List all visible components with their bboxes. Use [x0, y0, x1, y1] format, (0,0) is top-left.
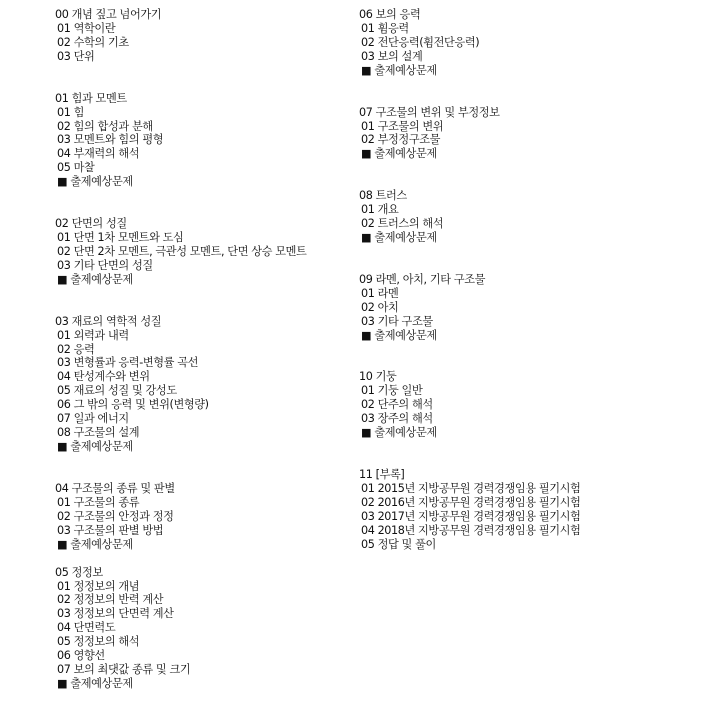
- toc-item: ■ 출제예상문제: [361, 63, 437, 77]
- toc-item: ■ 출제예상문제: [57, 677, 133, 691]
- chapter-title: 00 개념 짚고 넘어가기: [55, 8, 162, 21]
- chapter-title: 08 트러스: [359, 189, 407, 203]
- toc-item: 03 장주의 해석: [361, 412, 433, 426]
- toc-item: ■ 출제예상문제: [57, 440, 133, 454]
- toc-item: 01 외력과 내력: [57, 328, 129, 342]
- toc-item: 01 휨응력: [361, 21, 409, 35]
- toc-item: 03 기타 단면의 성질: [57, 258, 153, 272]
- spacer: [359, 245, 704, 273]
- toc-item: 04 단면력도: [57, 621, 116, 635]
- chapter-title: 07 구조물의 변위 및 부정정보: [359, 105, 500, 119]
- toc-item: 03 변형률과 응력-변형률 곡선: [57, 356, 199, 370]
- toc-item: ■ 출제예상문제: [361, 328, 437, 342]
- chapter-title: 02 단면의 성질: [55, 217, 127, 231]
- toc-item: 01 구조물의 종류: [57, 495, 140, 509]
- toc-left-column: [55, 8, 350, 691]
- toc-item: 07 일과 에너지: [57, 412, 129, 426]
- toc-item: 08 구조물의 설계: [57, 426, 140, 440]
- spacer: [359, 440, 704, 468]
- toc-item: 01 개요: [361, 203, 399, 217]
- toc-item: 03 기타 구조물: [361, 314, 433, 328]
- toc-item: 02 수학의 기초: [57, 35, 129, 49]
- spacer: [55, 454, 350, 482]
- spacer: [55, 552, 350, 566]
- toc-item: 06 영향선: [57, 649, 105, 663]
- toc-item: 04 2018년 지방공무원 경력경쟁임용 필기시험: [361, 523, 581, 537]
- toc-item: 02 전단응력(휨전단응력): [361, 35, 480, 49]
- toc-item: 07 보의 최댓값 종류 및 크기: [57, 663, 191, 677]
- toc-item: 06 그 밖의 응력 및 변위(변형량): [57, 398, 209, 412]
- spacer: [55, 287, 350, 315]
- toc-item: ■ 출제예상문제: [361, 426, 437, 440]
- chapter-title: 09 라멘, 아치, 기타 구조물: [359, 272, 486, 286]
- spacer: [359, 161, 704, 189]
- toc-item: 04 부재력의 해석: [57, 147, 140, 161]
- toc-item: 01 기둥 일반: [361, 384, 423, 398]
- toc-item: ■ 출제예상문제: [57, 272, 133, 286]
- toc-item: 01 힘: [57, 105, 84, 119]
- toc-item: 03 단위: [57, 49, 95, 63]
- chapter-title: 06 보의 응력: [359, 8, 421, 21]
- chapter-title: 10 기둥: [359, 370, 397, 384]
- toc-item: 05 정답 및 풀이: [361, 537, 436, 551]
- toc-item: 02 단주의 해석: [361, 398, 433, 412]
- toc-item: 05 정정보의 해석: [57, 635, 140, 649]
- toc-item: 03 정정보의 단면력 계산: [57, 607, 174, 621]
- toc-item: 02 응력: [57, 342, 95, 356]
- toc-item: 01 라멘: [361, 286, 399, 300]
- toc-item: 05 재료의 성질 및 강성도: [57, 384, 177, 398]
- toc-item: 04 탄성계수와 변위: [57, 370, 150, 384]
- toc-item: 01 역학이란: [57, 21, 116, 35]
- toc-item: 02 정정보의 반력 계산: [57, 593, 164, 607]
- toc-item: 02 힘의 합성과 분해: [57, 119, 153, 133]
- chapter-title: 05 정정보: [55, 565, 103, 579]
- spacer: [55, 64, 350, 92]
- toc-item: 02 구조물의 안정과 정정: [57, 509, 174, 523]
- chapter-title: 04 구조물의 종류 및 판별: [55, 481, 175, 495]
- toc-item: 01 2015년 지방공무원 경력경쟁임용 필기시험: [361, 481, 581, 495]
- spacer: [55, 189, 350, 217]
- toc-item: 02 아치: [361, 300, 399, 314]
- spacer: [359, 343, 704, 371]
- toc-item: 03 모멘트와 힘의 평형: [57, 133, 164, 147]
- toc-right-column: [359, 8, 704, 552]
- toc-item: 02 트러스의 해석: [361, 217, 444, 231]
- toc-item: 01 정정보의 개념: [57, 579, 140, 593]
- toc-item: 02 부정정구조물: [361, 133, 441, 147]
- chapter-title: 11 [부록]: [359, 468, 405, 482]
- spacer: [359, 78, 704, 106]
- toc-item: 02 단면 2차 모멘트, 극관성 모멘트, 단면 상승 모멘트: [57, 244, 307, 258]
- toc-item: ■ 출제예상문제: [361, 231, 437, 245]
- toc-item: ■ 출제예상문제: [361, 147, 437, 161]
- toc-item: 03 구조물의 판별 방법: [57, 523, 164, 537]
- chapter-title: 03 재료의 역학적 성질: [55, 314, 162, 328]
- chapter-title: 01 힘과 모멘트: [55, 91, 127, 105]
- toc-item: 05 마찰: [57, 161, 95, 175]
- toc-item: ■ 출제예상문제: [57, 175, 133, 189]
- toc-item: 03 보의 설계: [361, 49, 423, 63]
- toc-item: 01 구조물의 변위: [361, 119, 444, 133]
- toc-item: 01 단면 1차 모멘트와 도심: [57, 231, 184, 245]
- toc-item: 02 2016년 지방공무원 경력경쟁임용 필기시험: [361, 495, 581, 509]
- toc-item: 03 2017년 지방공무원 경력경쟁임용 필기시험: [361, 509, 581, 523]
- toc-item: ■ 출제예상문제: [57, 537, 133, 551]
